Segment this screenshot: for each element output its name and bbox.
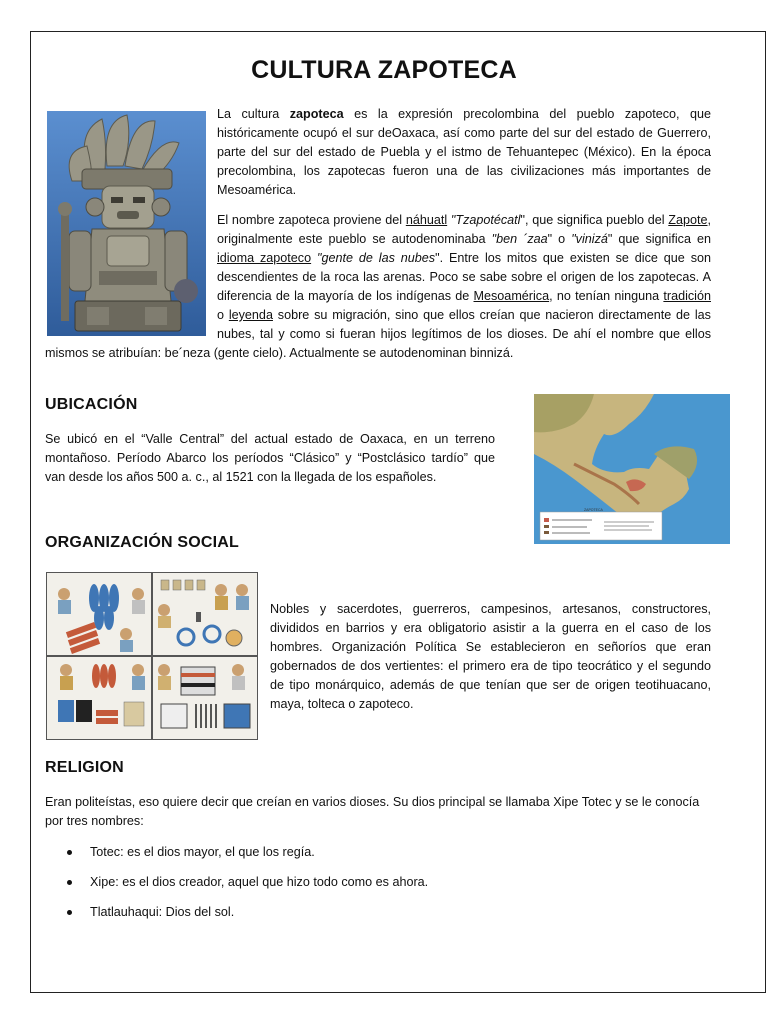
list-item-text: Tlatlauhaqui: Dios del sol. <box>90 905 235 919</box>
heading-organizacion-social: ORGANIZACIÓN SOCIAL <box>45 534 240 551</box>
map-legend-title: ZAPOTECA <box>584 508 603 512</box>
heading-ubicacion: UBICACIÓN <box>45 396 138 413</box>
intro-paragraph-2 <box>45 211 711 363</box>
link-leyenda[interactable]: leyenda <box>228 308 273 322</box>
list-item-text: Xipe: es el dios creador, aquel que hizo todo como es ahora. <box>90 875 429 889</box>
religion-text: Eran politeístas, eso quiere decir que creían en varios dioses. Su dios principal se llamaba Xipe Totec y se le conocía por tres nombres: <box>45 795 700 828</box>
heading-religion: RELIGION <box>45 759 124 776</box>
image-float-spacer <box>45 211 217 339</box>
codex-illustration-image <box>46 572 258 740</box>
intro-p2-text-5: " o <box>547 232 572 246</box>
intro-p2-italic-3: "vinizá <box>571 232 608 246</box>
list-item <box>45 842 428 872</box>
intro-p2-text-10: o <box>217 308 229 322</box>
intro-p2-text-4: , originalmente este pueblo se autodenominaba <box>217 213 712 246</box>
list-item-text: Totec: es el dios mayor, el que los regía. <box>90 845 315 859</box>
organizacion-text: Nobles y sacerdotes, guerreros, campesinos, artesanos, constructores, divididos en barrios y era obligatorio asistir a la guerra en el caso de los hombres. Organización Política Se establecieron en señoríos que eran gobernados de dos vertientes: el primero era de tipo teocrático y el segundo de tipo monárquico, además de que tenían que ser de origen teotihuacano, maya, tolteca o zapoteco. <box>270 602 711 711</box>
intro-p1-bold: zapoteca <box>289 107 344 121</box>
list-item <box>45 872 428 902</box>
religion-god-names-list <box>45 842 428 932</box>
intro-p2-italic-4: "gente de las nubes <box>317 251 436 265</box>
intro-p2-text-9: , no tenían ninguna <box>549 289 664 303</box>
mesoamerica-map-image <box>534 394 730 544</box>
page-title: CULTURA ZAPOTECA <box>251 56 517 84</box>
link-zapote[interactable]: Zapote <box>668 213 708 227</box>
intro-paragraph-1 <box>217 105 711 200</box>
intro-p2-text-6: " que significa en <box>607 232 711 246</box>
link-nahuatl[interactable]: náhuatl <box>405 213 448 227</box>
intro-p1-text-1: La cultura <box>217 107 290 121</box>
bullet-icon <box>67 880 72 885</box>
ubicacion-text: Se ubicó en el “Valle Central” del actual estado de Oaxaca, en un terreno montañoso. Período Abarco los períodos “Clásico” y “Postclásico tardío” que van desde los años 500 a. c., al 1521 con la llegada de los españoles. <box>45 432 495 484</box>
link-idioma-zapoteco[interactable]: idioma zapoteco <box>217 251 312 265</box>
bullet-icon <box>67 850 72 855</box>
intro-p2-text-8: ". Entre los mitos que existen se dice que son descendientes de la roca las arenas. Poco se sabe sobre el origen de los zapotecas. A diferencia de la mayoría de los indígenas de <box>217 251 712 303</box>
intro-p1-text-2: es la expresión precolombina del pueblo zapoteco, que históricamente ocupó el sur deOaxaca, así como parte del sur del estado de Guerrero, parte del sur del estado de Puebla y el istmo de Tehuantepec (México). En la época precolombina, los zapotecas fueron una de las civilizaciones más importantes de Mesoamérica. <box>217 107 711 197</box>
intro-p2-text-11: sobre su migración, sino que ellos creían que nacieron directamente de las nubes, tal y como si fueran hijos legítimos de los dioses. De ahí el nombre que ellos mismos se atribuían: be´neza (gente cielo). Actualmente se autodenominan binnizá. <box>45 308 711 360</box>
intro-p2-italic-2: "ben ´zaa <box>491 232 548 246</box>
link-tradicion[interactable]: tradición <box>663 289 711 303</box>
link-mesoamerica[interactable]: Mesoamérica <box>473 289 550 303</box>
list-item <box>45 902 428 932</box>
bullet-icon <box>67 910 72 915</box>
intro-p2-text-1: El nombre zapoteca proviene del <box>217 213 406 227</box>
intro-p2-italic-1: "Tzapotécatl <box>450 213 521 227</box>
intro-p2-text-3: ", que significa pueblo del <box>520 213 669 227</box>
